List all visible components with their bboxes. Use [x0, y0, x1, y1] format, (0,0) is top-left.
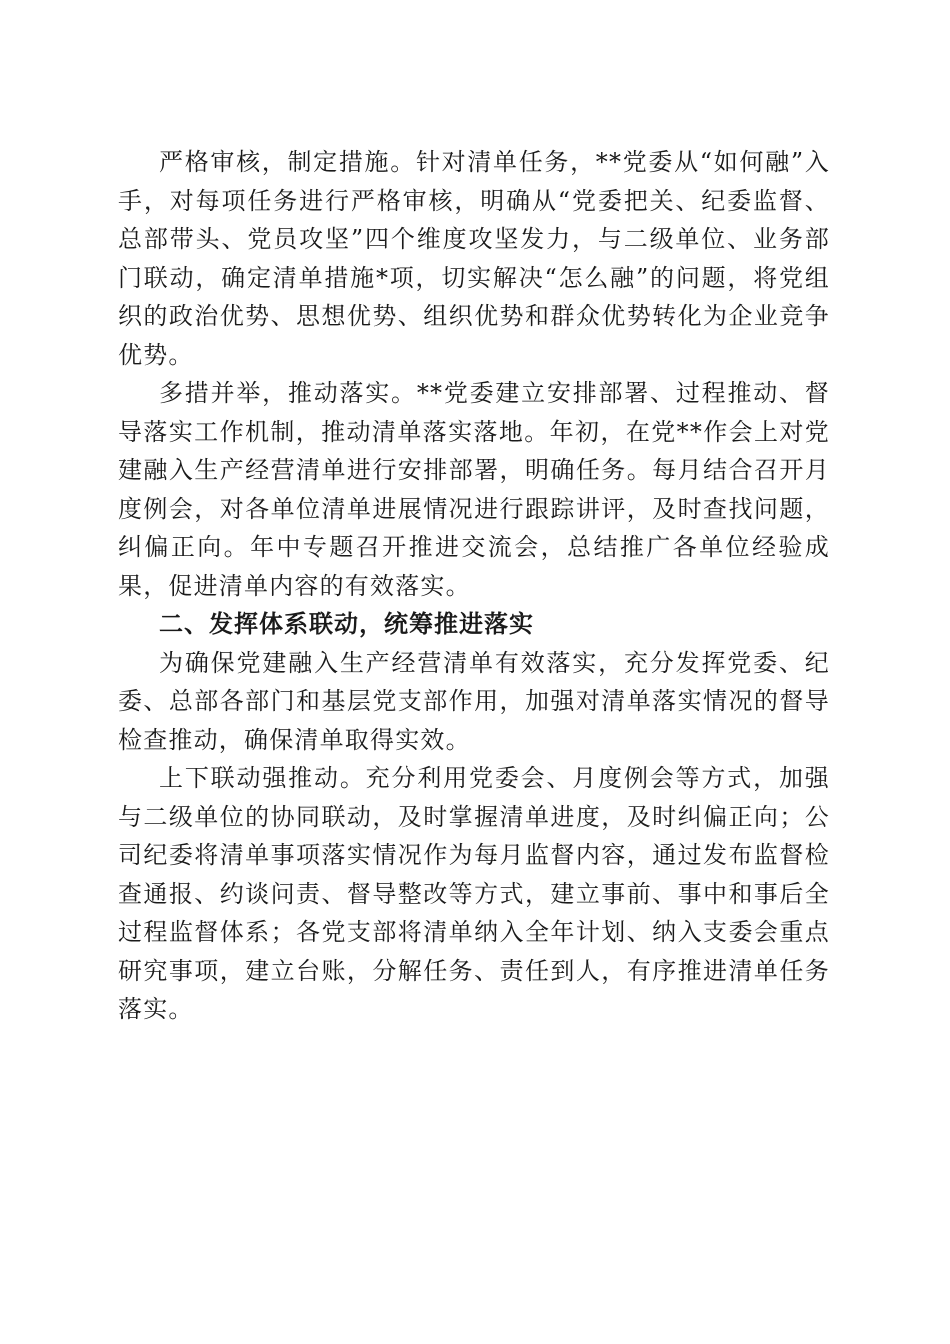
section-heading-2: 二、发挥体系联动，统筹推进落实 [159, 610, 534, 638]
paragraph-linkage: 上下联动强推动。充分利用党委会、月度例会等方式，加强与二级单位的协同联动，及时掌握清单进度，及时纠偏正向；公司纪委将清单事项落实情况作为每月监督内容，通过发布监督检查通报、约谈问责、督导整改等方式，建立事前、事中和事后全过程监督体系；各党支部将清单纳入全年计划、纳入支委会重点研究事项，建立台账，分解任务、责任到人，有序推进清单任务落实。 [118, 764, 830, 1023]
paragraph-section-intro: 为确保党建融入生产经营清单有效落实，充分发挥党委、纪委、总部各部门和基层党支部作用，加强对清单落实情况的督导检查推动，确保清单取得实效。 [118, 648, 830, 754]
document-body [118, 143, 830, 1029]
paragraph-strict-review: 严格审核，制定措施。针对清单任务，**党委从“如何融”入手，对每项任务进行严格审核，明确从“党委把关、纪委监督、总部带头、党员攻坚”四个维度攻坚发力，与二级单位、业务部门联动，确定清单措施*项，切实解决“怎么融”的问题，将党组织的政治优势、思想优势、组织优势和群众优势转化为企业竞争优势。 [118, 148, 830, 369]
paragraph-multiple-measures: 多措并举，推动落实。**党委建立安排部署、过程推动、督导落实工作机制，推动清单落实落地。年初，在党**作会上对党建融入生产经营清单进行安排部署，明确任务。每月结合召开月度例会，对各单位清单进展情况进行跟踪讲评，及时查找问题，纠偏正向。年中专题召开推进交流会，总结推广各单位经验成果，促进清单内容的有效落实。 [118, 379, 830, 600]
